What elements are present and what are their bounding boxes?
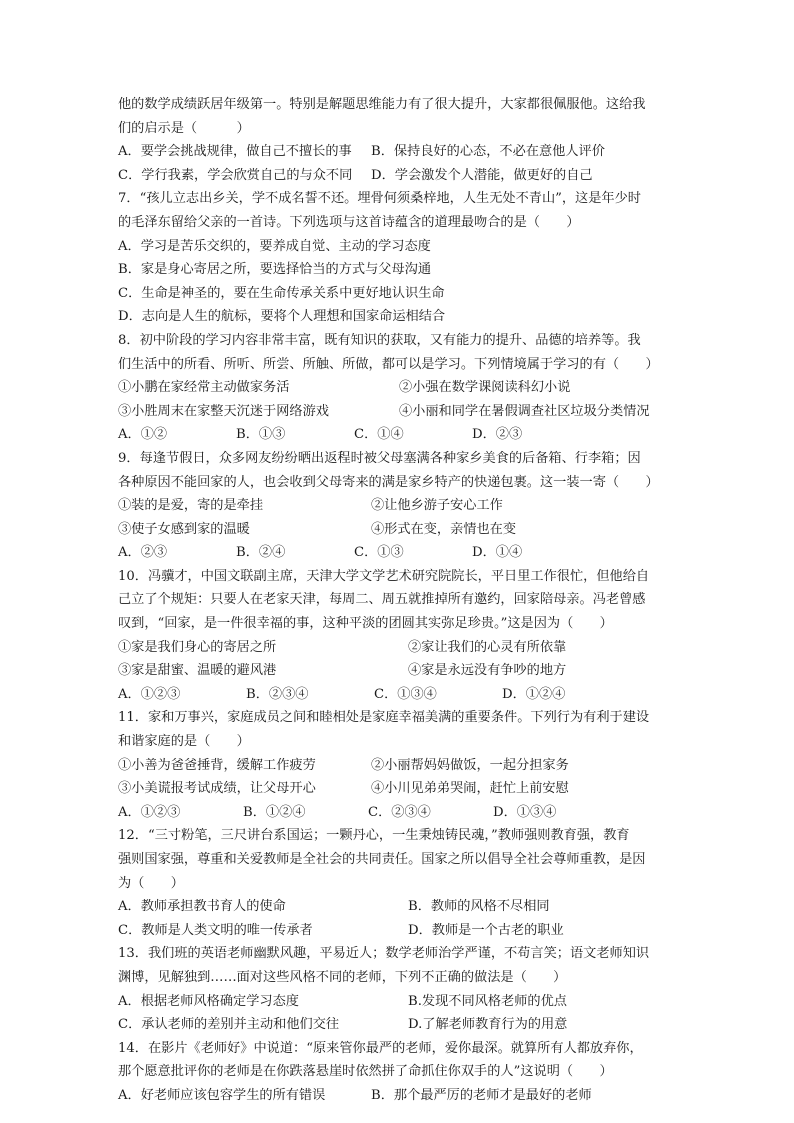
question-13-option-c: C．承认老师的差别并主动和他们交往: [118, 1017, 340, 1033]
question-7-option-d: D．志向是人生的航标，要将个人理想和国家命运相结合: [118, 309, 446, 325]
question-10-text-line: 叹到，“回家，是一件很幸福的事，这种平淡的团圆其实弥足珍贵。”这是因为（ ）: [118, 616, 613, 632]
question-11-item-2: ②小丽帮妈妈做饭，一起分担家务: [371, 757, 569, 773]
question-10-item-1: ①家是我们身心的寄居之所: [118, 639, 277, 655]
question-9-item-2: ②让他乡游子安心工作: [371, 498, 503, 514]
question-11-item-4: ④小川见弟弟哭闹，赶忙上前安慰: [371, 781, 569, 797]
question-6-option-b: B．保持良好的心态，不必在意他人评价: [371, 144, 605, 160]
question-13-text-line: 13．我们班的英语老师幽默风趣，平易近人；数学老师治学严谨，不苟言笑；语文老师知识: [118, 946, 650, 962]
question-7-option-c: C．生命是神圣的，要在生命传承关系中更好地认识生命: [118, 285, 445, 301]
question-13-option-d: D.了解老师教育行为的用意: [408, 1017, 568, 1033]
question-14-option-a: A．好老师应该包容学生的所有错误: [118, 1087, 326, 1103]
question-12-option-c: C．教师是人类文明的唯一传承者: [118, 922, 313, 938]
question-10-text-line: 己立了个规矩：只要人在老家天津，每周二、周五就推掉所有邀约，回家陪母亲。冯老曾感: [118, 592, 646, 608]
question-8-text-line: 8．初中阶段的学习内容非常丰富，既有知识的获取，又有能力的提升、品德的培养等。我: [118, 332, 641, 348]
question-13-option-b: B.发现不同风格老师的优点: [408, 993, 567, 1009]
question-7: [118, 187, 680, 329]
question-9-item-3: ③使子女感到家的温暖: [118, 521, 250, 537]
question-8-option-b: B．①③: [236, 427, 286, 443]
question-11-item-3: ③小美谎报考试成绩，让父母开心: [118, 781, 316, 797]
question-8-option-a: A．①②: [118, 427, 168, 443]
question-6-option-c: C．学行我素，学会欣赏自己的与众不同: [118, 167, 353, 183]
question-10-item-2: ②家让我们的心灵有所依靠: [408, 639, 567, 655]
question-12-option-b: B．教师的风格不尽相同: [408, 899, 550, 915]
question-10-option-a: A．①②③: [118, 686, 181, 702]
question-9-item-4: ④形式在变，亲情也在变: [371, 521, 517, 537]
question-9-item-1: ①装的是爱，寄的是牵挂: [118, 498, 264, 514]
question-12: [118, 824, 680, 942]
question-10-option-d: D．①②④: [502, 686, 566, 702]
question-11-option-d: D．①③④: [493, 804, 557, 820]
question-7-text-line: 的毛泽东留给父亲的一首诗。下列选项与这首诗蕴含的道理最吻合的是（ ）: [118, 214, 580, 230]
question-6-text-line: 们的启示是（ ）: [118, 120, 250, 136]
question-11: [118, 706, 680, 824]
question-10-item-3: ③家是甜蜜、温暖的避风港: [118, 663, 277, 679]
question-8-item-2: ②小强在数学课阅读科幻小说: [399, 380, 571, 396]
question-10-item-4: ④家是永远没有争吵的地方: [408, 663, 567, 679]
question-11-option-b: B．①②④: [243, 804, 306, 820]
question-14-text-line: 14．在影片《老师好》中说道：“原来管你最严的老师，爱你最深。就算所有人都放弃你，: [118, 1040, 643, 1056]
question-12-text-line: 强则国家强，尊重和关爱教师是全社会的共同责任。国家之所以倡导全社会尊师重教，是因: [118, 852, 646, 867]
question-13: [118, 942, 680, 1036]
question-11-option-c: C．②③④: [368, 804, 431, 820]
question-13-text-line: 渊博，见解独到……面对这些风格不同的老师，下列不正确的做法是（ ）: [118, 969, 567, 985]
question-8-item-4: ④小丽和同学在暑假调查社区垃圾分类情况: [399, 403, 650, 419]
question-9-option-a: A．②③: [118, 545, 168, 561]
question-13-option-a: A．根据老师风格确定学习态度: [118, 993, 299, 1009]
question-6-option-d: D．学会激发个人潜能，做更好的自己: [371, 167, 593, 183]
question-10-option-c: C．①③④: [374, 686, 437, 702]
question-9-option-b: B．②④: [236, 545, 286, 561]
question-9-text-line: 各种原因不能回家的人，也会收到父母寄来的满是家乡特产的快递包裹。这一装一寄（ ）: [118, 474, 659, 490]
question-14: [118, 1037, 680, 1108]
question-11-option-a: A．①②③: [118, 804, 181, 820]
question-8-option-d: D．②③: [472, 427, 523, 443]
question-6-text-line: 他的数学成绩跃居年级第一。特别是解题思维能力有了很大提升，大家都很佩服他。这给我: [118, 97, 646, 112]
question-7-option-b: B．家是身心寄居之所，要选择恰当的方式与父母沟通: [118, 262, 432, 278]
question-9-option-d: D．①④: [472, 545, 523, 561]
question-11-item-1: ①小善为爸爸捶背，缓解工作疲劳: [118, 757, 316, 773]
question-8-item-1: ①小鹏在家经常主动做家务活: [118, 380, 290, 396]
question-8: [118, 329, 680, 447]
question-14-option-b: B．那个最严厉的老师才是最好的老师: [371, 1087, 592, 1103]
question-6: [118, 93, 680, 187]
question-9-text-line: 9．每逢节假日，众多网友纷纷晒出返程时被父母塞满各种家乡美食的后备箱、行李箱；因: [118, 450, 641, 466]
question-14-text-line: 那个愿意批评你的老师是在你跌落悬崖时依然拼了命抓住你双手的人”这说明（ ）: [118, 1064, 613, 1080]
question-6-option-a: A．要学会挑战规律，做自己不擅长的事: [118, 144, 352, 160]
question-8-item-3: ③小胜周末在家整天沉迷于网络游戏: [118, 403, 329, 419]
question-8-text-line: 们生活中的所看、所听、所尝、所触、所做，都可以是学习。下列情境属于学习的有（ ）: [118, 356, 659, 372]
question-10-option-b: B．②③④: [246, 686, 309, 702]
question-9: [118, 447, 680, 565]
question-7-text-line: 7．“孩儿立志出乡关，学不成名誓不还。埋骨何须桑梓地，人生无处不青山”，这是年少时: [118, 191, 641, 207]
question-10: [118, 565, 680, 707]
question-7-option-a: A．学习是苦乐交织的，要养成自觉、主动的学习态度: [118, 238, 431, 254]
question-12-text-line: 12．“三寸粉笔，三尺讲台系国运；一颗丹心，一生秉烛铸民魂，”教师强则教育强，教育: [118, 828, 630, 844]
question-12-option-d: D．教师是一个古老的职业: [408, 922, 564, 938]
exam-page: [118, 93, 680, 1108]
question-11-text-line: 和谐家庭的是（ ）: [118, 734, 250, 750]
question-11-text-line: 11．家和万事兴，家庭成员之间和睦相处是家庭幸福美满的重要条件。下列行为有利于建设: [118, 710, 650, 726]
question-12-option-a: A．教师承担教书育人的使命: [118, 899, 286, 915]
question-10-text-line: 10．冯骥才，中国文联副主席，天津大学文学艺术研究院院长，平日里工作很忙，但他给自: [118, 568, 650, 584]
question-12-text-line: 为（ ）: [118, 875, 184, 891]
question-9-option-c: C．①③: [354, 545, 404, 561]
question-8-option-c: C．①④: [354, 427, 404, 443]
